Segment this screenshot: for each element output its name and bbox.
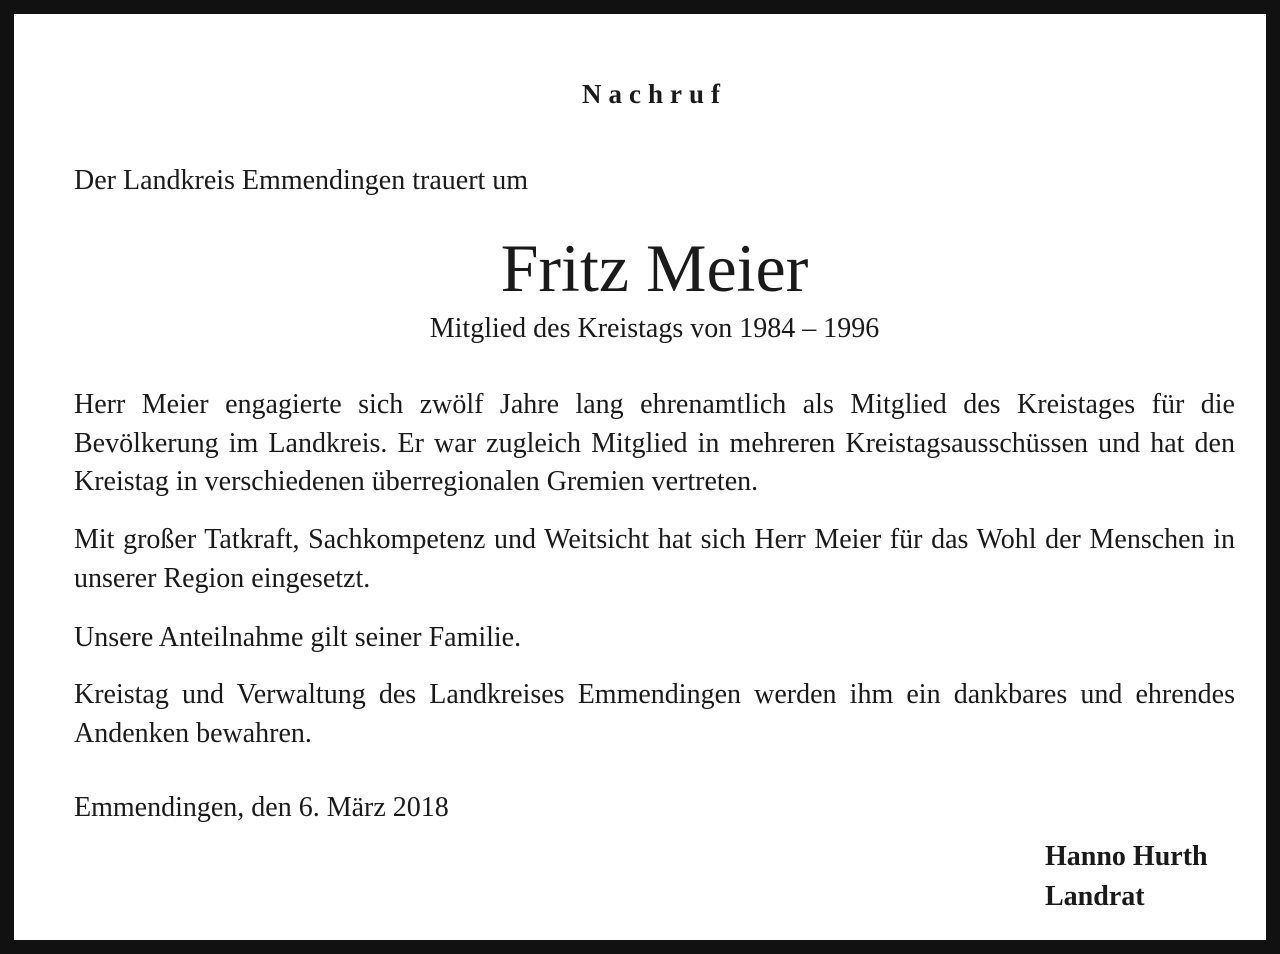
paragraph-condolence: Unsere Anteilnahme gilt seiner Familie. [74,622,522,653]
place-and-date: Emmendingen, den 6. März 2018 [74,792,449,823]
paragraph-engagement: Herr Meier engagierte sich zwölf Jahre lang ehrenamtlich als Mitglied des Kreistages für die Bevölkerung im Landkreis. Er war zugleich Mitglied in mehreren Kreistagsausschüssen und hat den Kreistag in verschiedenen überregionalen Gremien vertreten. [74,389,1235,497]
deceased-name: Fritz Meier [500,230,809,306]
intro-line: Der Landkreis Emmendingen trauert um [74,165,529,196]
notice-heading: Nachruf [582,79,727,109]
membership-subtitle: Mitglied des Kreistags von 1984 – 1996 [429,313,880,344]
signer-name: Hanno Hurth [1045,841,1208,872]
paragraph-dedication: Mit großer Tatkraft, Sachkompetenz und Weitsicht hat sich Herr Meier für das Wohl der Menschen in unserer Region eingesetzt. [74,524,1235,594]
signer-title: Landrat [1045,881,1145,912]
signature-block [1045,837,1245,917]
paragraph-remembrance: Kreistag und Verwaltung des Landkreises Emmendingen werden ihm ein dankbares und ehrendes Andenken bewahren. [74,679,1235,749]
